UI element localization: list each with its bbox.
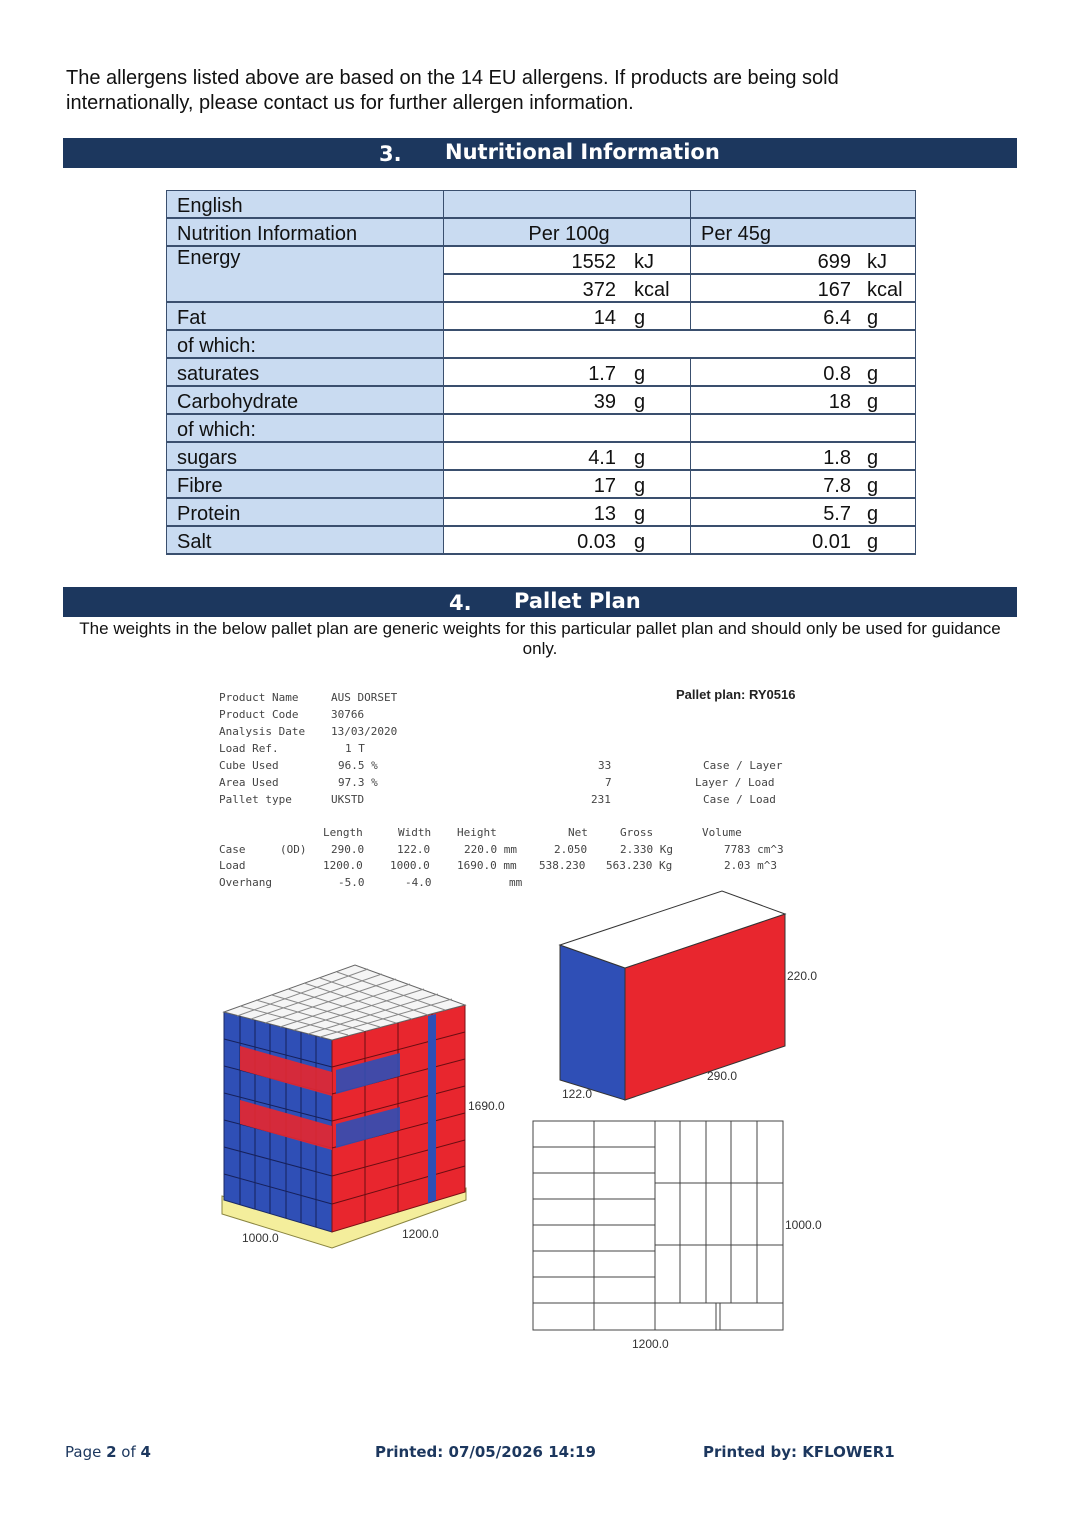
layer-load-label: Layer / Load	[695, 776, 775, 789]
overhang-row-unit: mm	[509, 876, 523, 889]
unit-per-100g: kcal	[626, 274, 691, 302]
column-header-per-100g: Per 100g	[444, 218, 691, 246]
value-per-100g: 0.03	[444, 526, 627, 554]
stacked-pallet-drawing	[222, 965, 466, 1248]
analysis-date-label: Analysis Date	[219, 725, 306, 738]
layer-length-label: 1200.0	[632, 1337, 669, 1351]
case-load-label: Case / Load	[703, 793, 776, 806]
layer-plan-drawing	[533, 1121, 783, 1330]
value-per-100g: 14	[444, 302, 627, 330]
row-label: Energy	[167, 246, 444, 302]
unit-per-100g: g	[626, 302, 691, 330]
case-layer-value: 33	[598, 759, 612, 772]
row-label: Salt	[167, 526, 444, 554]
value-per-45g: 5.7	[691, 498, 860, 526]
unit-per-45g: g	[859, 498, 916, 526]
single-case-drawing	[560, 891, 785, 1100]
printed-date: Printed: 07/05/2026 14:19	[375, 1443, 596, 1461]
row-label: Fibre	[167, 470, 444, 498]
value-per-45g: 167	[691, 274, 860, 302]
case-height-label: 220.0	[787, 969, 818, 983]
row-label: Protein	[167, 498, 444, 526]
section-number: 3.	[379, 142, 402, 166]
row-label: of which:	[167, 414, 444, 442]
row-label: Fat	[167, 302, 444, 330]
area-used-value: 97.3 %	[338, 776, 378, 789]
unit-per-45g: kJ	[859, 246, 916, 274]
page-indicator	[65, 1443, 151, 1461]
unit-per-100g: g	[626, 358, 691, 386]
value-per-100g: 1552	[444, 246, 627, 274]
load-row-net: 538.230	[539, 859, 586, 872]
header-gross: Gross	[620, 826, 654, 839]
case-width-label: 122.0	[562, 1087, 593, 1101]
case-row-label: Case	[219, 843, 246, 856]
unit-per-100g: kJ	[626, 246, 691, 274]
layer-load-value: 7	[605, 776, 612, 789]
unit-per-45g: g	[859, 358, 916, 386]
pallet-height-label: 1690.0	[468, 1099, 505, 1113]
value-per-100g: 13	[444, 498, 627, 526]
value-per-100g: 1.7	[444, 358, 627, 386]
case-row-net: 2.050	[554, 843, 588, 856]
layer-width-label: 1000.0	[785, 1218, 822, 1232]
unit-per-100g: g	[626, 386, 691, 414]
unit-per-45g: g	[859, 470, 916, 498]
product-name-label: Product Name	[219, 691, 299, 704]
section-title: Nutritional Information	[445, 140, 720, 164]
page-prefix: Page	[65, 1443, 107, 1461]
value-per-45g: 7.8	[691, 470, 860, 498]
unit-per-45g: g	[859, 442, 916, 470]
load-row-width: 1000.0	[390, 859, 430, 872]
column-header-per-45g: Per 45g	[691, 218, 916, 246]
overhang-row-label: Overhang	[219, 876, 272, 889]
unit-per-45g: g	[859, 386, 916, 414]
case-row-length: 290.0	[331, 843, 365, 856]
unit-per-45g: kcal	[859, 274, 916, 302]
value-per-100g: 4.1	[444, 442, 627, 470]
header-volume: Volume	[702, 826, 742, 839]
header-length: Length	[323, 826, 363, 839]
unit-per-45g: g	[859, 526, 916, 554]
case-row-gross: 2.330 Kg	[620, 843, 673, 856]
overhang-row-length: -5.0	[338, 876, 365, 889]
section-number: 4.	[449, 591, 472, 615]
nutrition-header-label: Nutrition Information	[167, 218, 444, 246]
case-length-label: 290.0	[707, 1069, 738, 1083]
pallet-length-label: 1200.0	[402, 1227, 439, 1241]
area-used-label: Area Used	[219, 776, 279, 789]
load-row-volume: 2.03 m^3	[724, 859, 777, 872]
value-per-100g: 17	[444, 470, 627, 498]
page-number: 2	[106, 1443, 117, 1461]
row-label: saturates	[167, 358, 444, 386]
value-per-45g: 6.4	[691, 302, 860, 330]
allergen-note-line-2: internationally, please contact us for further allergen information.	[66, 92, 634, 114]
value-per-45g: 0.8	[691, 358, 860, 386]
allergen-note-line-1: The allergens listed above are based on the 14 EU allergens. If products are being sold	[66, 67, 839, 89]
value-per-45g: 1.8	[691, 442, 860, 470]
overhang-row-width: -4.0	[405, 876, 432, 889]
unit-per-100g: g	[626, 470, 691, 498]
header-width: Width	[398, 826, 432, 839]
row-label: of which:	[167, 330, 444, 358]
section-title: Pallet Plan	[514, 589, 641, 613]
row-label: sugars	[167, 442, 444, 470]
case-row-width: 122.0	[397, 843, 431, 856]
unit-per-45g: g	[859, 302, 916, 330]
printed-by: Printed by: KFLOWER1	[703, 1443, 895, 1461]
case-row-od: (OD)	[280, 843, 307, 856]
page-of: of	[116, 1443, 141, 1461]
page-total: 4	[140, 1443, 151, 1461]
pallet-plan-title: Pallet plan: RY0516	[676, 687, 796, 702]
pallet-note: The weights in the below pallet plan are generic weights for this particular pallet plan and should only be used for guidance only.	[79, 619, 1001, 658]
cube-used-value: 96.5 %	[338, 759, 378, 772]
value-per-100g: 39	[444, 386, 627, 414]
pallet-type-value: UKSTD	[331, 793, 365, 806]
value-per-45g: 18	[691, 386, 860, 414]
language-label: English	[167, 191, 444, 219]
header-height: Height	[457, 826, 497, 839]
unit-per-100g: g	[626, 526, 691, 554]
analysis-date-value: 13/03/2020	[331, 725, 398, 738]
row-label: Carbohydrate	[167, 386, 444, 414]
load-ref-value: 1 T	[345, 742, 365, 755]
unit-per-100g: g	[626, 442, 691, 470]
value-per-45g: 0.01	[691, 526, 860, 554]
case-row-volume: 7783 cm^3	[724, 843, 784, 856]
value-per-100g: 372	[444, 274, 627, 302]
load-row-height: 1690.0 mm	[457, 859, 517, 872]
header-net: Net	[568, 826, 588, 839]
load-row-gross: 563.230 Kg	[606, 859, 673, 872]
pallet-type-label: Pallet type	[219, 793, 292, 806]
case-layer-label: Case / Layer	[703, 759, 783, 772]
product-code-label: Product Code	[219, 708, 299, 721]
cube-used-label: Cube Used	[219, 759, 279, 772]
product-name-value: AUS DORSET	[331, 691, 398, 704]
load-row-length: 1200.0	[323, 859, 363, 872]
product-code-value: 30766	[331, 708, 365, 721]
case-load-value: 231	[591, 793, 611, 806]
case-row-height: 220.0 mm	[464, 843, 517, 856]
unit-per-100g: g	[626, 498, 691, 526]
value-per-45g: 699	[691, 246, 860, 274]
load-ref-label: Load Ref.	[219, 742, 279, 755]
pallet-width-label: 1000.0	[242, 1231, 279, 1245]
load-row-label: Load	[219, 859, 246, 872]
